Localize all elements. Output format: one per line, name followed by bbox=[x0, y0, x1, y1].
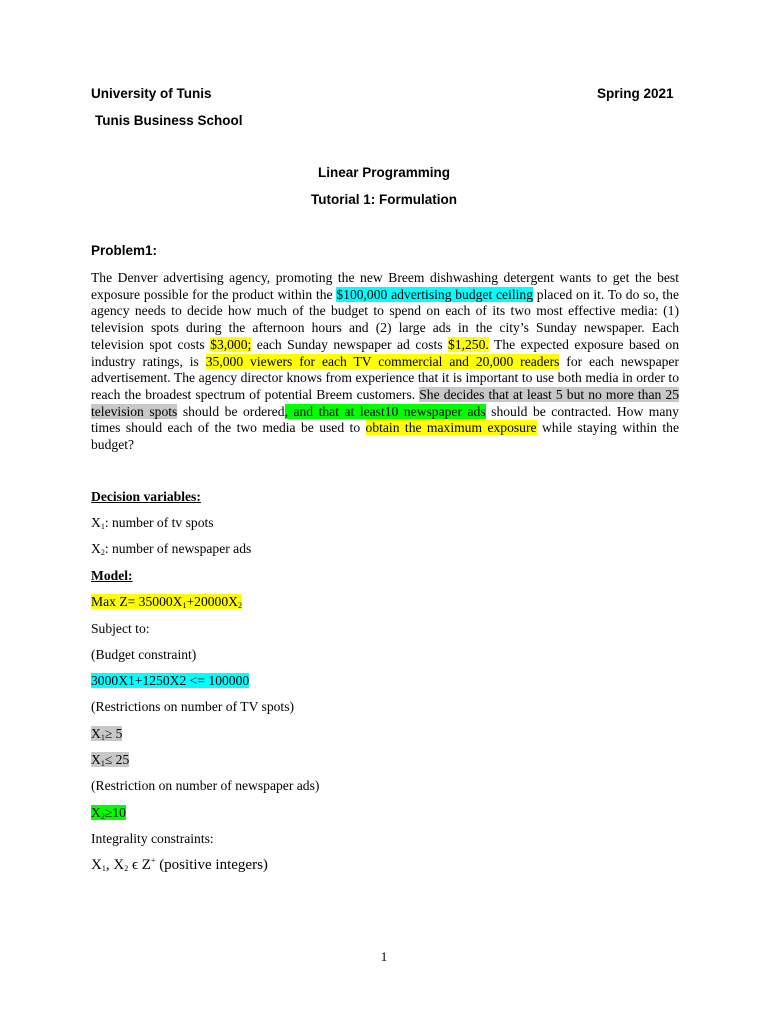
problem-text-part: The Denver advertising agency, promoting the new Breem dishwashing detergent wants to get the best exposure possible for the product within the bbox=[91, 270, 679, 302]
constraint-variable: X bbox=[91, 805, 101, 820]
budget-constraint-expression: 3000X1+1250X2 <= 100000 bbox=[91, 673, 250, 688]
problem-heading: Problem1: bbox=[91, 243, 158, 258]
variable-description: : number of tv spots bbox=[104, 515, 214, 530]
newspaper-restriction-label: (Restriction on number of newspaper ads) bbox=[91, 778, 320, 793]
objective-highlight: obtain the maximum exposure bbox=[365, 420, 537, 436]
constraint-subscript: 2 bbox=[100, 812, 105, 821]
decision-variables-heading: Decision variables: bbox=[91, 489, 201, 504]
constraint-subscript: 1 bbox=[101, 864, 106, 873]
university-name: University of Tunis bbox=[91, 86, 212, 101]
constraint-variable: , X bbox=[105, 857, 125, 873]
integrality-constraint bbox=[91, 857, 268, 874]
tutorial-subtitle: Tutorial 1: Formulation bbox=[311, 192, 457, 207]
problem-text-part: for each newspaper advertisement. The agency director knows from experience that it is important to use both media in order to reach the broadest spectrum of potential Breem customers. bbox=[91, 353, 679, 402]
course-title: Linear Programming bbox=[317, 165, 451, 180]
variable-symbol: X bbox=[91, 541, 101, 556]
budget-highlight: $100,000 advertising budget ceiling bbox=[336, 286, 534, 302]
problem-statement bbox=[91, 270, 679, 454]
tv-restriction-label: (Restrictions on number of TV spots) bbox=[91, 699, 295, 714]
decision-variable-x2 bbox=[91, 541, 251, 557]
problem-text-part: should be contracted. How many times should each of the two media be used to bbox=[91, 403, 679, 436]
variable-symbol: X bbox=[91, 515, 101, 530]
problem-text-part: should be ordered bbox=[177, 403, 285, 419]
constraint-relation: ≤ 25 bbox=[104, 752, 130, 767]
constraint-relation: ≥ 5 bbox=[104, 726, 123, 741]
problem-text-part: placed on it. To do so, the agency needs to decide how much of the budget to spend on each of its two most effective media: (1) television spots during the afternoon hours and (2) large ads in the city’s Sunday newspaper. Each television spot costs bbox=[91, 286, 679, 352]
objective-subscript: 1 bbox=[182, 601, 187, 610]
model-heading: Model: bbox=[91, 568, 133, 583]
school-name: Tunis Business School bbox=[95, 113, 243, 128]
tv-minimum-constraint bbox=[91, 726, 122, 742]
newspaper-minimum-box bbox=[91, 805, 126, 820]
constraint-subscript: 1 bbox=[100, 733, 105, 742]
newspaper-minimum-constraint bbox=[91, 805, 126, 821]
tv-minimum-highlight bbox=[91, 726, 122, 741]
problem-text-part: while staying within the budget? bbox=[91, 420, 679, 453]
variable-subscript: 2 bbox=[100, 548, 105, 557]
newspaper-minimum-highlight: , and that at least10 newspaper ads bbox=[284, 403, 486, 419]
constraint-subscript: 1 bbox=[100, 759, 105, 768]
constraint-relation: ≥10 bbox=[104, 805, 126, 820]
budget-constraint bbox=[91, 673, 249, 689]
constraint-description: (positive integers) bbox=[155, 857, 268, 873]
objective-subscript: 2 bbox=[237, 601, 242, 610]
constraint-superscript: + bbox=[150, 856, 156, 865]
variable-description: : number of newspaper ads bbox=[104, 541, 252, 556]
semester: Spring 2021 bbox=[597, 86, 674, 101]
newspaper-cost-highlight: $1,250. bbox=[448, 336, 489, 352]
subject-to-label: Subject to: bbox=[91, 621, 150, 636]
objective-part: +20000X bbox=[186, 594, 238, 609]
problem-text-part: each Sunday newspaper ad costs bbox=[251, 336, 449, 352]
objective-highlight-box bbox=[91, 594, 242, 609]
decision-variable-x1 bbox=[91, 515, 214, 531]
tv-limits-highlight: She decides that at least 5 but no more than 25 television spots bbox=[91, 386, 679, 419]
integrality-label: Integrality constraints: bbox=[91, 831, 214, 846]
exposure-highlight: 35,000 viewers for each TV commercial and 20,000 readers bbox=[205, 353, 560, 369]
budget-constraint-label: (Budget constraint) bbox=[91, 647, 197, 662]
problem-text-part: The expected exposure based on industry ratings, is bbox=[91, 336, 679, 369]
objective-function bbox=[91, 594, 242, 610]
constraint-relation: ϵ Z bbox=[128, 857, 151, 873]
tv-maximum-highlight bbox=[91, 752, 129, 767]
objective-part: Max Z= 35000X bbox=[91, 594, 183, 609]
constraint-variable: X bbox=[91, 857, 102, 873]
constraint-subscript: 2 bbox=[124, 864, 129, 873]
page-number: 1 bbox=[380, 949, 388, 964]
constraint-variable: X bbox=[91, 752, 101, 767]
tv-maximum-constraint bbox=[91, 752, 129, 768]
variable-subscript: 1 bbox=[100, 522, 105, 531]
constraint-variable: X bbox=[91, 726, 101, 741]
tv-cost-highlight: $3,000; bbox=[210, 336, 252, 352]
